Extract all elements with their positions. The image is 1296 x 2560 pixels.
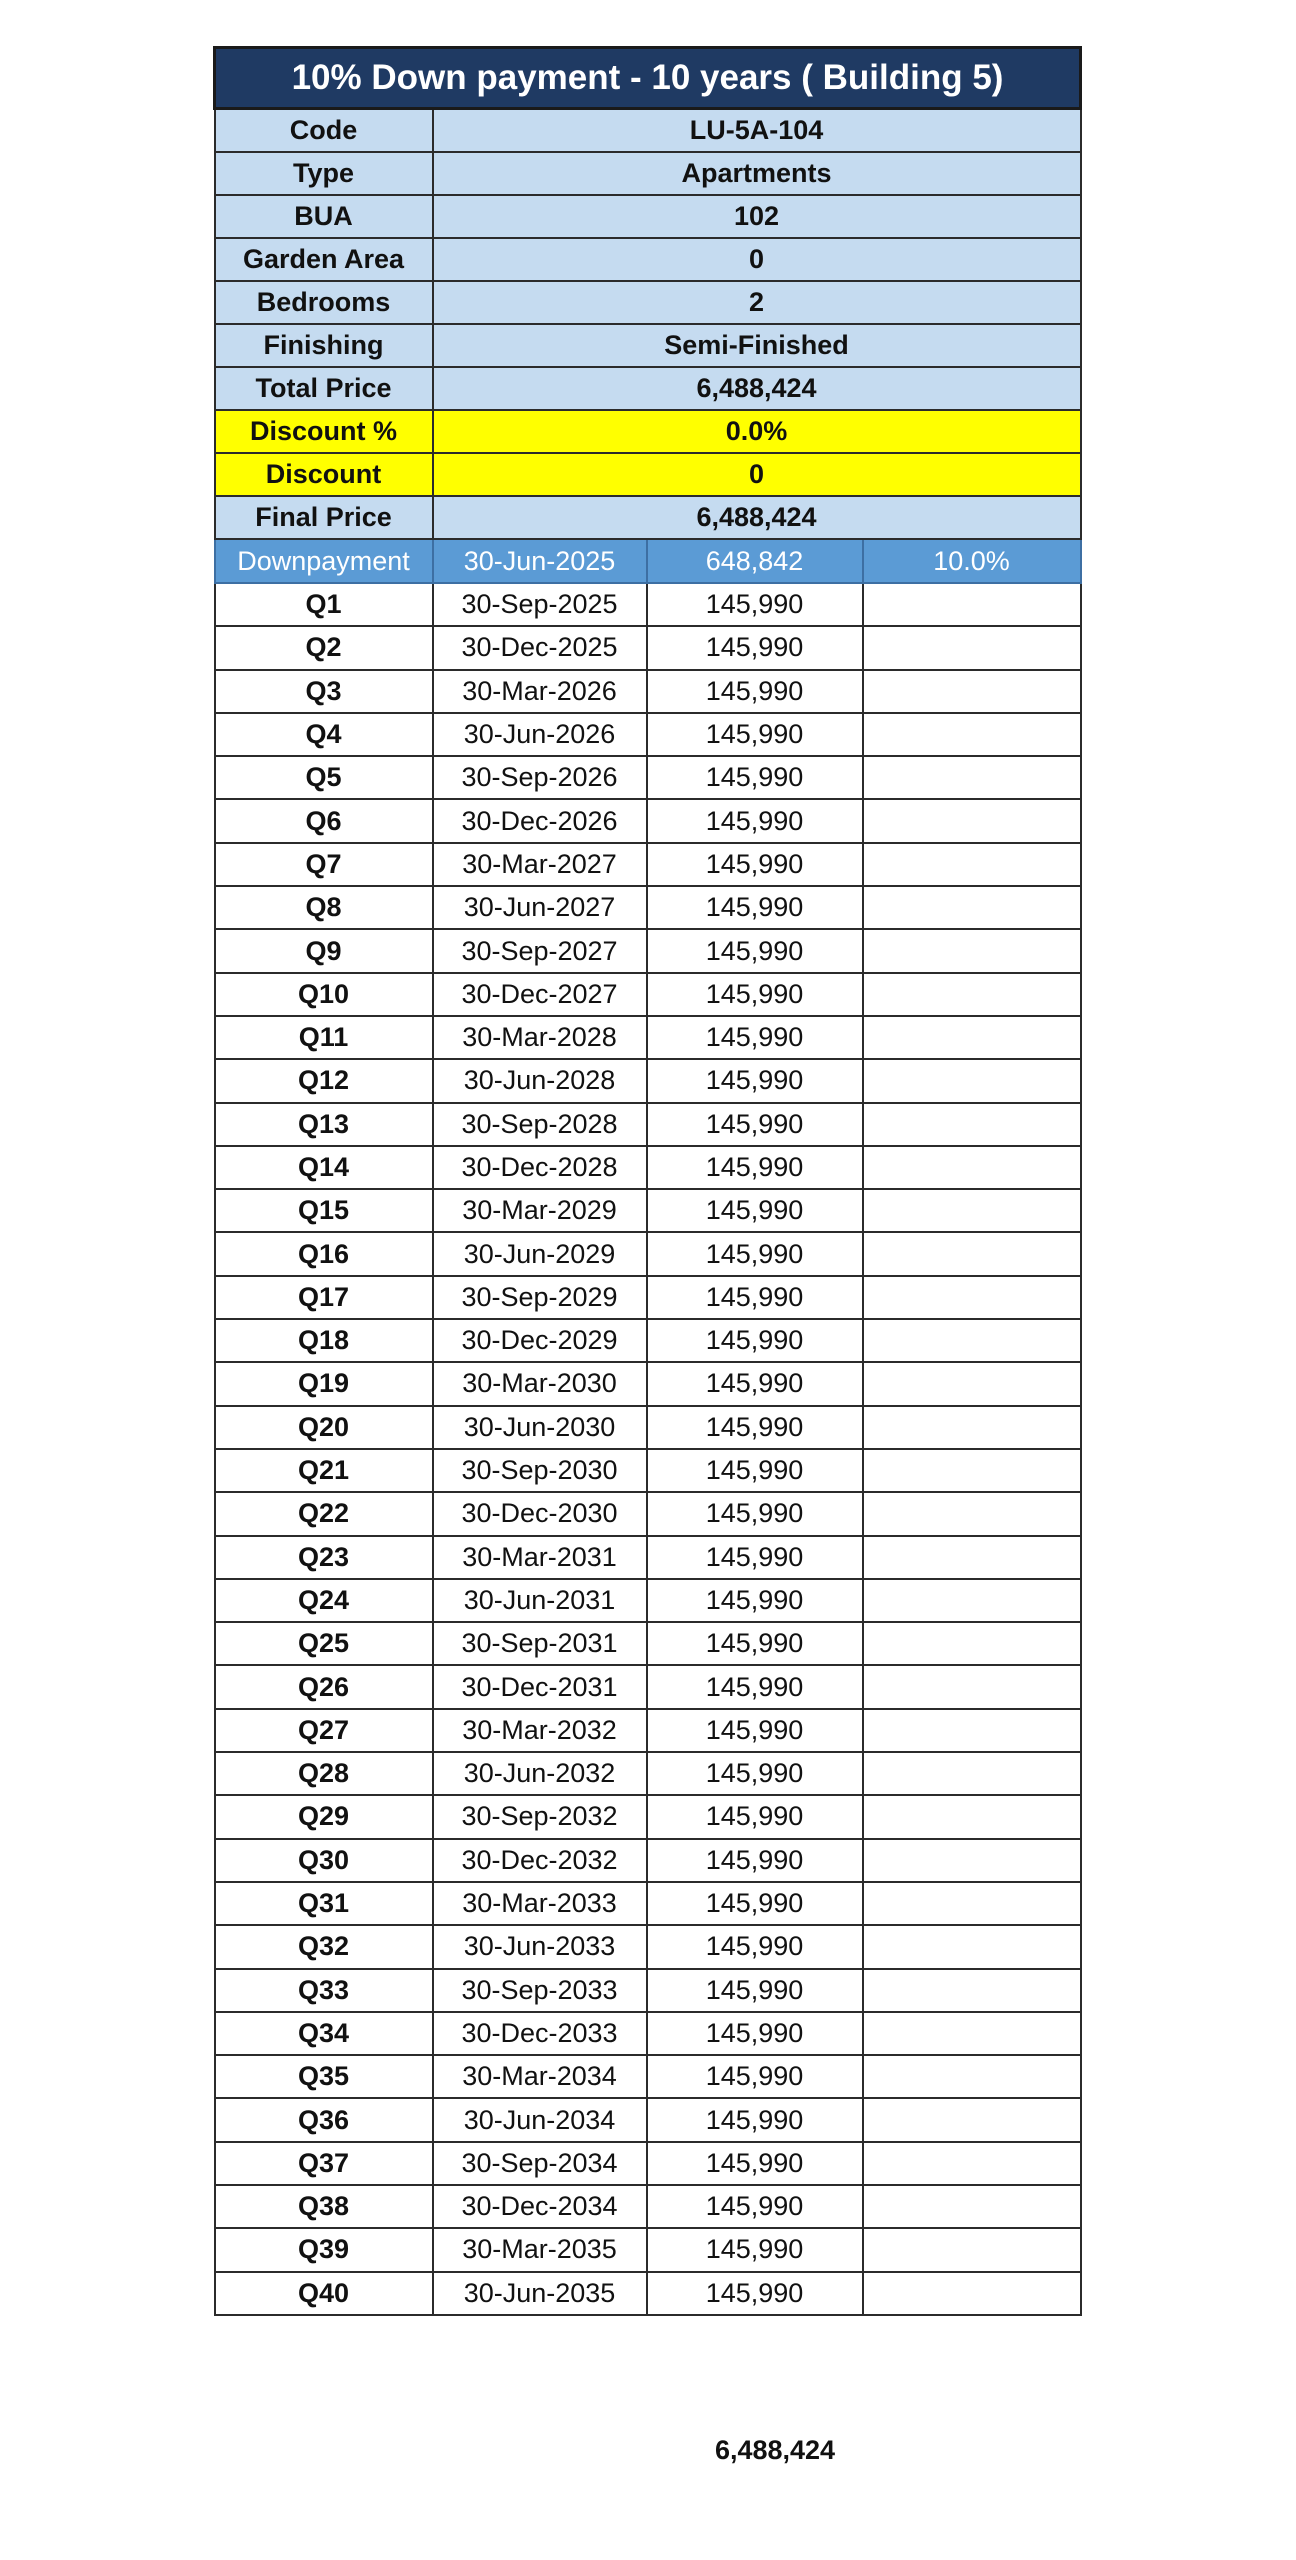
installment-note xyxy=(863,1492,1081,1535)
installment-label: Q34 xyxy=(215,2012,433,2055)
installment-note xyxy=(863,1536,1081,1579)
installment-amount: 145,990 xyxy=(647,1146,863,1189)
installment-note xyxy=(863,756,1081,799)
installment-row xyxy=(215,2012,1081,2055)
installment-amount: 145,990 xyxy=(647,1059,863,1102)
installment-row xyxy=(215,1709,1081,1752)
info-value: 0.0% xyxy=(433,410,1081,453)
installment-label: Q30 xyxy=(215,1839,433,1882)
installment-row xyxy=(215,843,1081,886)
info-label: Code xyxy=(215,109,433,153)
installment-row xyxy=(215,1103,1081,1146)
installment-date: 30-Dec-2026 xyxy=(433,799,647,842)
installment-label: Q27 xyxy=(215,1709,433,1752)
installment-note xyxy=(863,1276,1081,1319)
installment-amount: 145,990 xyxy=(647,626,863,669)
installment-row xyxy=(215,1232,1081,1275)
installment-amount: 145,990 xyxy=(647,973,863,1016)
info-label: Finishing xyxy=(215,324,433,367)
installment-amount: 145,990 xyxy=(647,1839,863,1882)
installment-label: Q4 xyxy=(215,713,433,756)
installment-date: 30-Mar-2029 xyxy=(433,1189,647,1232)
info-label: Type xyxy=(215,152,433,195)
info-row xyxy=(215,281,1081,324)
installment-label: Q23 xyxy=(215,1536,433,1579)
installment-row xyxy=(215,2272,1081,2315)
info-label: Discount xyxy=(215,453,433,496)
installment-label: Q39 xyxy=(215,2228,433,2271)
installment-amount: 145,990 xyxy=(647,799,863,842)
installment-note xyxy=(863,1665,1081,1708)
installment-row xyxy=(215,1752,1081,1795)
downpayment-row xyxy=(215,539,1081,583)
installment-amount: 145,990 xyxy=(647,1189,863,1232)
installment-amount: 145,990 xyxy=(647,886,863,929)
installment-label: Q15 xyxy=(215,1189,433,1232)
installment-amount: 145,990 xyxy=(647,843,863,886)
installment-row xyxy=(215,929,1081,972)
installment-amount: 145,990 xyxy=(647,1969,863,2012)
installment-amount: 145,990 xyxy=(647,1276,863,1319)
title-row xyxy=(215,48,1081,109)
installment-note xyxy=(863,583,1081,626)
payment-plan-table xyxy=(213,46,1082,2316)
installment-note xyxy=(863,713,1081,756)
installment-note xyxy=(863,1103,1081,1146)
info-value: 6,488,424 xyxy=(433,367,1081,410)
installment-row xyxy=(215,1449,1081,1492)
installment-note xyxy=(863,1622,1081,1665)
installment-label: Q33 xyxy=(215,1969,433,2012)
installment-row xyxy=(215,1882,1081,1925)
installment-row xyxy=(215,1319,1081,1362)
installment-row xyxy=(215,1059,1081,1102)
sheet-title: 10% Down payment - 10 years ( Building 5) xyxy=(215,48,1081,109)
installment-amount: 145,990 xyxy=(647,2055,863,2098)
installment-amount: 145,990 xyxy=(647,1882,863,1925)
installment-date: 30-Jun-2026 xyxy=(433,713,647,756)
installment-amount: 145,990 xyxy=(647,1622,863,1665)
installment-amount: 145,990 xyxy=(647,756,863,799)
installment-label: Q9 xyxy=(215,929,433,972)
installment-amount: 145,990 xyxy=(647,1925,863,1968)
installment-date: 30-Jun-2031 xyxy=(433,1579,647,1622)
info-value: LU-5A-104 xyxy=(433,109,1081,153)
installment-date: 30-Dec-2030 xyxy=(433,1492,647,1535)
installment-amount: 145,990 xyxy=(647,670,863,713)
installment-note xyxy=(863,1969,1081,2012)
installment-note xyxy=(863,1709,1081,1752)
info-row xyxy=(215,324,1081,367)
installment-note xyxy=(863,626,1081,669)
installment-row xyxy=(215,1622,1081,1665)
info-value: 2 xyxy=(433,281,1081,324)
installment-note xyxy=(863,2142,1081,2185)
info-label: BUA xyxy=(215,195,433,238)
installment-row xyxy=(215,1969,1081,2012)
installment-note xyxy=(863,1925,1081,1968)
installment-row xyxy=(215,2185,1081,2228)
installment-note xyxy=(863,2012,1081,2055)
installment-amount: 145,990 xyxy=(647,2012,863,2055)
installment-date: 30-Dec-2028 xyxy=(433,1146,647,1189)
info-value: Apartments xyxy=(433,152,1081,195)
installment-note xyxy=(863,799,1081,842)
installment-label: Q28 xyxy=(215,1752,433,1795)
installment-row xyxy=(215,1492,1081,1535)
installment-date: 30-Sep-2029 xyxy=(433,1276,647,1319)
info-label: Bedrooms xyxy=(215,281,433,324)
installment-amount: 145,990 xyxy=(647,2272,863,2315)
info-value: 0 xyxy=(433,453,1081,496)
installment-label: Q17 xyxy=(215,1276,433,1319)
downpayment-percent: 10.0% xyxy=(863,539,1081,583)
installment-row xyxy=(215,1362,1081,1405)
installment-label: Q3 xyxy=(215,670,433,713)
installment-date: 30-Jun-2032 xyxy=(433,1752,647,1795)
installment-amount: 145,990 xyxy=(647,1752,863,1795)
installment-date: 30-Mar-2026 xyxy=(433,670,647,713)
installment-label: Q31 xyxy=(215,1882,433,1925)
installment-label: Q32 xyxy=(215,1925,433,1968)
info-label: Discount % xyxy=(215,410,433,453)
installment-row xyxy=(215,1795,1081,1838)
installment-row xyxy=(215,973,1081,1016)
info-row xyxy=(215,367,1081,410)
installment-date: 30-Mar-2030 xyxy=(433,1362,647,1405)
installment-date: 30-Sep-2033 xyxy=(433,1969,647,2012)
installment-label: Q16 xyxy=(215,1232,433,1275)
installment-date: 30-Mar-2035 xyxy=(433,2228,647,2271)
installment-date: 30-Dec-2034 xyxy=(433,2185,647,2228)
installment-note xyxy=(863,929,1081,972)
installment-note xyxy=(863,1795,1081,1838)
payment-plan-sheet xyxy=(213,46,1079,2316)
info-value: 102 xyxy=(433,195,1081,238)
installment-date: 30-Mar-2034 xyxy=(433,2055,647,2098)
installment-row xyxy=(215,1406,1081,1449)
installment-date: 30-Sep-2026 xyxy=(433,756,647,799)
installment-row xyxy=(215,626,1081,669)
installment-row xyxy=(215,1016,1081,1059)
installment-date: 30-Mar-2031 xyxy=(433,1536,647,1579)
installment-row xyxy=(215,1665,1081,1708)
installment-date: 30-Mar-2028 xyxy=(433,1016,647,1059)
installment-label: Q20 xyxy=(215,1406,433,1449)
installment-label: Q25 xyxy=(215,1622,433,1665)
info-row xyxy=(215,152,1081,195)
installment-date: 30-Jun-2028 xyxy=(433,1059,647,1102)
info-value: 0 xyxy=(433,238,1081,281)
installment-date: 30-Sep-2031 xyxy=(433,1622,647,1665)
installment-label: Q5 xyxy=(215,756,433,799)
installment-row xyxy=(215,2228,1081,2271)
installment-note xyxy=(863,1146,1081,1189)
installment-note xyxy=(863,2228,1081,2271)
installment-amount: 145,990 xyxy=(647,929,863,972)
installment-amount: 145,990 xyxy=(647,1319,863,1362)
installment-date: 30-Jun-2027 xyxy=(433,886,647,929)
installment-label: Q24 xyxy=(215,1579,433,1622)
installment-amount: 145,990 xyxy=(647,1579,863,1622)
installment-row xyxy=(215,756,1081,799)
installment-note xyxy=(863,886,1081,929)
installment-amount: 145,990 xyxy=(647,1362,863,1405)
installment-note xyxy=(863,2098,1081,2141)
installment-amount: 145,990 xyxy=(647,2142,863,2185)
installment-amount: 145,990 xyxy=(647,1232,863,1275)
downpayment-label: Downpayment xyxy=(215,539,433,583)
installment-label: Q29 xyxy=(215,1795,433,1838)
installment-label: Q10 xyxy=(215,973,433,1016)
installment-date: 30-Dec-2032 xyxy=(433,1839,647,1882)
info-value: Semi-Finished xyxy=(433,324,1081,367)
installment-amount: 145,990 xyxy=(647,2098,863,2141)
installment-note xyxy=(863,1016,1081,1059)
installment-label: Q21 xyxy=(215,1449,433,1492)
installment-note xyxy=(863,1059,1081,1102)
installment-note xyxy=(863,1839,1081,1882)
installment-note xyxy=(863,843,1081,886)
installment-amount: 145,990 xyxy=(647,583,863,626)
installment-date: 30-Mar-2027 xyxy=(433,843,647,886)
installment-label: Q8 xyxy=(215,886,433,929)
downpayment-date: 30-Jun-2025 xyxy=(433,539,647,583)
installment-note xyxy=(863,1882,1081,1925)
info-row xyxy=(215,238,1081,281)
installment-date: 30-Sep-2030 xyxy=(433,1449,647,1492)
installment-row xyxy=(215,1839,1081,1882)
installment-row xyxy=(215,2055,1081,2098)
info-row xyxy=(215,453,1081,496)
installment-row xyxy=(215,1579,1081,1622)
installment-amount: 145,990 xyxy=(647,1492,863,1535)
installment-date: 30-Dec-2033 xyxy=(433,2012,647,2055)
installment-label: Q19 xyxy=(215,1362,433,1405)
installment-row xyxy=(215,1146,1081,1189)
installment-label: Q38 xyxy=(215,2185,433,2228)
installment-amount: 145,990 xyxy=(647,1665,863,1708)
installment-date: 30-Jun-2029 xyxy=(433,1232,647,1275)
downpayment-amount: 648,842 xyxy=(647,539,863,583)
installment-label: Q37 xyxy=(215,2142,433,2185)
installment-label: Q13 xyxy=(215,1103,433,1146)
installment-label: Q14 xyxy=(215,1146,433,1189)
installment-amount: 145,990 xyxy=(647,2228,863,2271)
installment-date: 30-Dec-2027 xyxy=(433,973,647,1016)
installment-row xyxy=(215,1276,1081,1319)
installment-note xyxy=(863,2185,1081,2228)
installment-note xyxy=(863,2272,1081,2315)
installment-date: 30-Dec-2025 xyxy=(433,626,647,669)
installment-note xyxy=(863,1319,1081,1362)
installment-amount: 145,990 xyxy=(647,1406,863,1449)
installment-note xyxy=(863,1232,1081,1275)
installment-note xyxy=(863,1752,1081,1795)
installment-label: Q12 xyxy=(215,1059,433,1102)
installment-note xyxy=(863,973,1081,1016)
installment-label: Q7 xyxy=(215,843,433,886)
installment-amount: 145,990 xyxy=(647,2185,863,2228)
installment-label: Q1 xyxy=(215,583,433,626)
installment-row xyxy=(215,670,1081,713)
installment-row xyxy=(215,713,1081,756)
installment-row xyxy=(215,799,1081,842)
info-value: 6,488,424 xyxy=(433,496,1081,539)
installment-row xyxy=(215,583,1081,626)
installment-note xyxy=(863,1406,1081,1449)
grand-total-value: 6,488,424 xyxy=(714,2435,836,2465)
installment-row xyxy=(215,2098,1081,2141)
installment-amount: 145,990 xyxy=(647,1016,863,1059)
installment-date: 30-Sep-2034 xyxy=(433,2142,647,2185)
installment-amount: 145,990 xyxy=(647,1536,863,1579)
installment-date: 30-Sep-2028 xyxy=(433,1103,647,1146)
installment-date: 30-Dec-2029 xyxy=(433,1319,647,1362)
installment-amount: 145,990 xyxy=(647,1795,863,1838)
installment-label: Q35 xyxy=(215,2055,433,2098)
installment-label: Q11 xyxy=(215,1016,433,1059)
installment-date: 30-Jun-2030 xyxy=(433,1406,647,1449)
installment-note xyxy=(863,1362,1081,1405)
info-label: Garden Area xyxy=(215,238,433,281)
installment-note xyxy=(863,1449,1081,1492)
installment-label: Q22 xyxy=(215,1492,433,1535)
installment-date: 30-Jun-2034 xyxy=(433,2098,647,2141)
installment-date: 30-Jun-2033 xyxy=(433,1925,647,1968)
installment-date: 30-Jun-2035 xyxy=(433,2272,647,2315)
installment-label: Q36 xyxy=(215,2098,433,2141)
installment-row xyxy=(215,2142,1081,2185)
info-row xyxy=(215,410,1081,453)
installment-row xyxy=(215,1189,1081,1232)
installment-row xyxy=(215,1925,1081,1968)
installment-label: Q6 xyxy=(215,799,433,842)
installment-label: Q18 xyxy=(215,1319,433,1362)
installment-date: 30-Dec-2031 xyxy=(433,1665,647,1708)
info-row xyxy=(215,109,1081,153)
installment-row xyxy=(215,1536,1081,1579)
installment-amount: 145,990 xyxy=(647,1103,863,1146)
installment-amount: 145,990 xyxy=(647,1709,863,1752)
info-label: Total Price xyxy=(215,367,433,410)
installment-date: 30-Mar-2033 xyxy=(433,1882,647,1925)
installment-date: 30-Mar-2032 xyxy=(433,1709,647,1752)
installment-label: Q26 xyxy=(215,1665,433,1708)
installment-label: Q40 xyxy=(215,2272,433,2315)
installment-note xyxy=(863,1189,1081,1232)
info-label: Final Price xyxy=(215,496,433,539)
info-row xyxy=(215,195,1081,238)
installment-label: Q2 xyxy=(215,626,433,669)
info-row xyxy=(215,496,1081,539)
installment-note xyxy=(863,670,1081,713)
installment-amount: 145,990 xyxy=(647,1449,863,1492)
installment-note xyxy=(863,1579,1081,1622)
installment-date: 30-Sep-2027 xyxy=(433,929,647,972)
grand-total-row xyxy=(213,2430,1079,2470)
installment-note xyxy=(863,2055,1081,2098)
installment-date: 30-Sep-2025 xyxy=(433,583,647,626)
installment-date: 30-Sep-2032 xyxy=(433,1795,647,1838)
installment-row xyxy=(215,886,1081,929)
installment-amount: 145,990 xyxy=(647,713,863,756)
